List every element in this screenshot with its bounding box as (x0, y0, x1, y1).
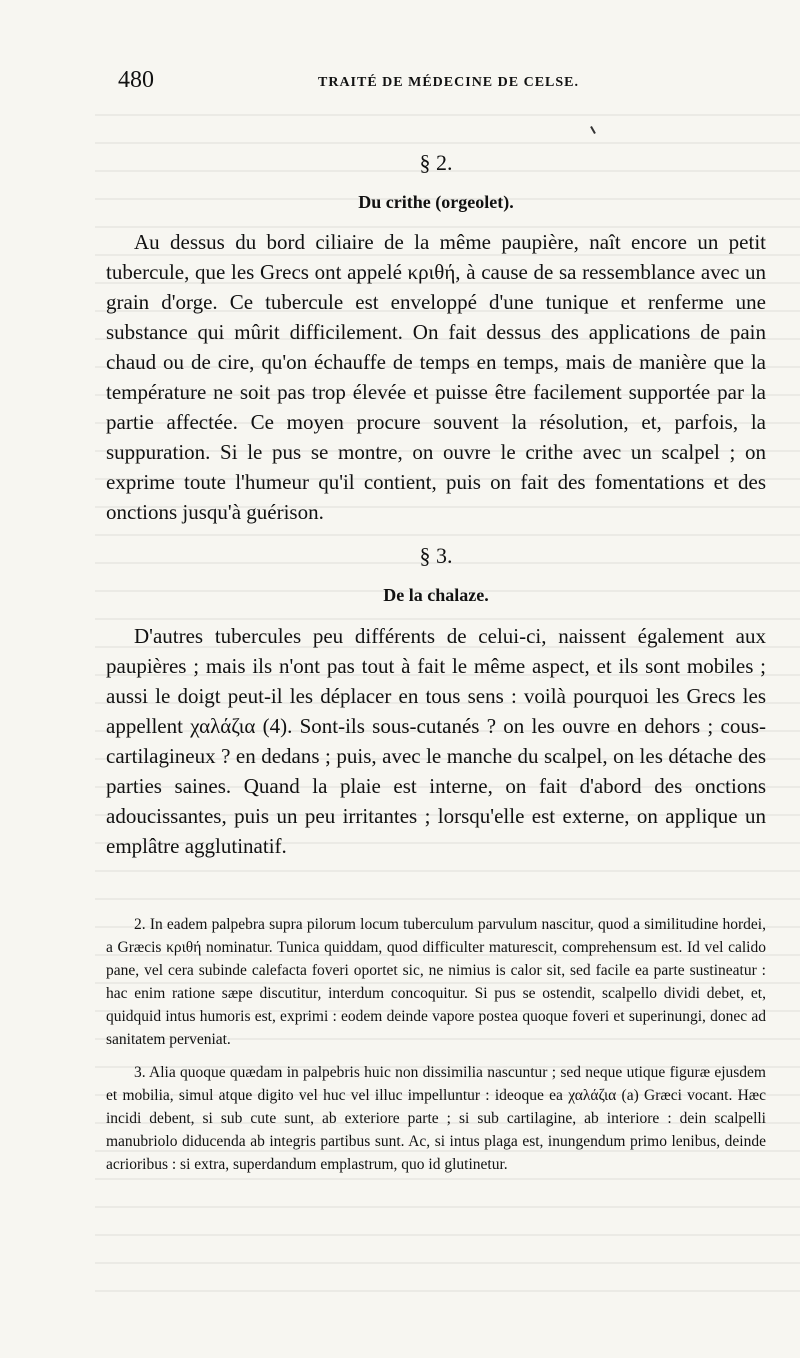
running-title: TRAITÉ DE MÉDECINE DE CELSE. (318, 75, 579, 90)
footnotes (106, 913, 766, 1176)
section-title: De la chalaze. (383, 585, 489, 605)
section-number: § 3. (419, 543, 453, 568)
print-mark (590, 126, 596, 134)
section-3 (106, 541, 766, 861)
section-paragraph: Au dessus du bord ciliaire de la même paupière, naît encore un petit tubercule, que les Grecs ont appelé κριθή, à cause de sa ressemblance avec un grain d'orge. Ce tubercule est enveloppé d'une tunique et renferme une substance qui mûrit difficilement. On fait dessus des applications de pain chaud ou de cire, qu'on échauffe de temps en temps, mais de manière que la température ne soit pas trop élevée et puisse être facilement supportée par la partie affectée. Ce moyen procure souvent la résolution, et, parfois, la suppuration. Si le pus se montre, on ouvre le crithe avec un scalpel ; on exprime toute l'humeur qu'il contient, puis on fait des fomentations et des onctions jusqu'à guérison. (106, 230, 766, 524)
main-content (106, 148, 766, 1176)
section-paragraph: D'autres tubercules peu différents de celui-ci, naissent également aux paupières ; mais ils n'ont pas tout à fait le même aspect, et ils sont mobiles ; aussi le doigt peut-il les déplacer en tous sens : voilà pourquoi les Grecs les appellent χαλάζια (4). Sont-ils sous-cutanés ? on les ouvre en dehors ; cous-cartilagineux ? en dedans ; puis, avec le manche du scalpel, on les détache des parties saines. Quand la plaie est interne, on fait d'abord des onctions adoucissantes, puis un peu irritantes ; lorsqu'elle est externe, on applique un emplâtre agglutinatif. (106, 624, 766, 858)
section-number: § 2. (419, 150, 453, 175)
section-2 (106, 148, 766, 527)
section-title: Du crithe (orgeolet). (358, 192, 514, 212)
footnote-3: 3. Alia quoque quædam in palpebris huic non dissimilia nascuntur ; sed neque utique figuræ ejusdem et mobilia, simul atque digito vel huc vel illuc impelluntur : ideoque ea χαλάζια (a) Græci vocant. Hæc incidi debent, si sub cute sunt, ab exteriore parte ; si sub cartilagine, ab interiore : dein scalpelli manubriolo diducenda ab integris partibus sunt. Ac, si intus plaga est, inungendum primo lenibus, deinde acrioribus : si extra, superdandum emplastrum, quo id glutinetur. (106, 1064, 766, 1173)
page-header (118, 63, 750, 99)
page-number: 480 (118, 67, 154, 93)
footnote-2: 2. In eadem palpebra supra pilorum locum tuberculum parvulum nascitur, quod a similitudine hordei, a Græcis κριθή nominatur. Tunica quiddam, quod difficulter maturescit, comprehensum est. Id vel calido pane, vel cera subinde calefacta foveri oportet sic, ne nimius is calor sit, sed facile ea parte sustineatur : hac enim ratione sæpe discutitur, interdum concoquitur. Si pus se ostendit, scalpello dividi debet, et, quidquid intus humoris est, exprimi : eodem deinde vapore postea quoque foveri et superinungi, donec ad sanitatem perveniat. (106, 916, 766, 1048)
